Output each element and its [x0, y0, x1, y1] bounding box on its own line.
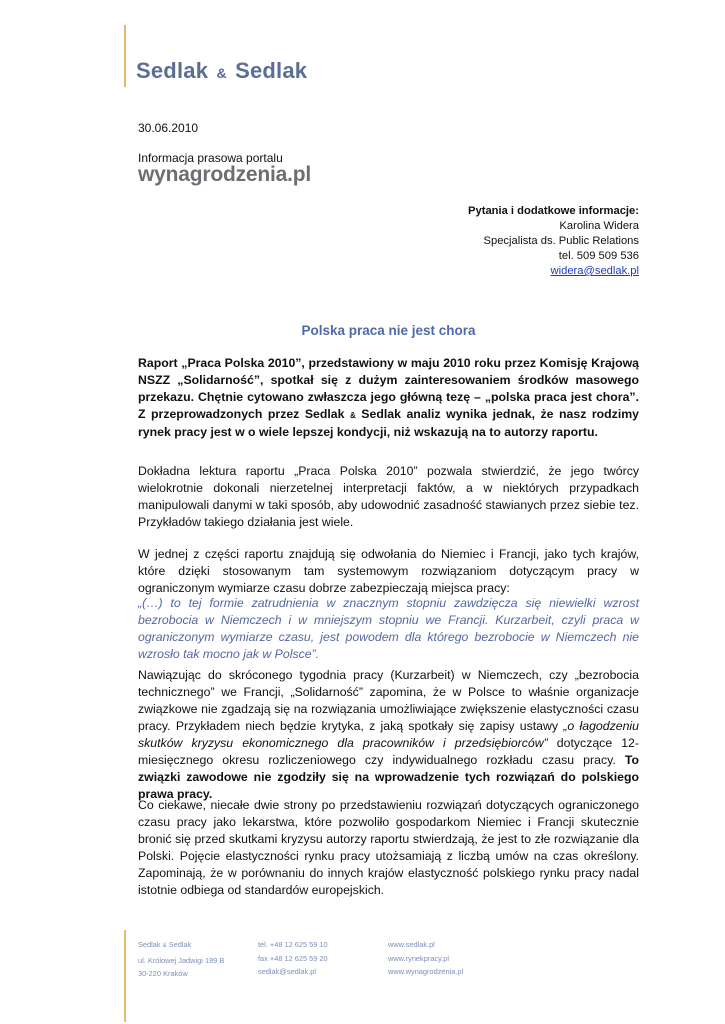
contact-phone: tel. 509 509 536	[558, 250, 639, 262]
footer-phone-column	[258, 938, 328, 979]
footer-company-right: Sedlak	[168, 940, 192, 949]
footer-accent-line	[124, 930, 126, 1022]
lead-text-part2: Sedlak analiz wynika jednak, że nasz rodzimy rynek pracy jest w o wiele lepszej kondycji, niż wskazują na to autorzy raportu.	[138, 407, 640, 439]
p4-italic-act-title: „o łagodzeniu skutków kryzysu ekonomicznego dla pracowników i przedsiębiorców”	[138, 719, 639, 750]
footer-street: ul. Królowej Jadwigi 189 B	[138, 955, 225, 965]
logo-word-left: Sedlak	[136, 58, 209, 83]
contact-block	[468, 204, 639, 279]
contact-role: Specjalista ds. Public Relations	[483, 235, 639, 247]
press-info-label: Informacja prasowa portalu	[138, 151, 283, 165]
footer-address-column	[138, 938, 224, 981]
paragraph-4	[138, 667, 639, 803]
logo-ampersand: &	[216, 65, 227, 81]
footer-web-column	[388, 938, 463, 979]
portal-logo: wynagrodzenia.pl	[138, 163, 311, 186]
lead-text-part1: Raport „Praca Polska 2010”, przedstawiony w maju 2010 roku przez Komisję Krajową NSZZ „Solidarność”, spotkał się z dużym zainteresowaniem środków masowego przekazu. Chętnie cytowano zwłaszcza jego główną tezę – „polska praca jest chora”. Z przeprowadzonych przez Sedlak	[138, 356, 639, 421]
company-logo	[136, 58, 307, 84]
article-title: Polska praca nie jest chora	[301, 323, 476, 338]
footer-company	[138, 938, 224, 954]
footer-email[interactable]: sedlak@sedlak.pl	[258, 967, 317, 976]
p4-bold-conclusion: To związki zawodowe nie zgodziły się na wprowadzenie tych rozwiązań do polskiego prawa pracy.	[138, 753, 639, 801]
footer-fax: fax +48 12 625 59 20	[258, 953, 328, 963]
lead-paragraph	[138, 355, 639, 441]
document-date: 30.06.2010	[138, 121, 199, 135]
logo-word-right: Sedlak	[235, 58, 308, 83]
p4-text-part1: Nawiązując do skróconego tygodnia pracy (Kurzarbeit) w Niemczech, czy „bezrobocia technicznego” we Francji, „Solidarność” zapomina, że w Polsce to właśnie organizacje związkowe nie zgadzają się na rozwiązania umożliwiające zwiększenie elastyczności czasu pracy. Przykładem niech będzie krytyka, z jaką spotkały się zapisy ustawy	[138, 668, 639, 733]
contact-email-link[interactable]: widera@sedlak.pl	[550, 265, 639, 277]
footer-city: 30-220 Kraków	[138, 969, 188, 978]
contact-heading: Pytania i dodatkowe informacje:	[468, 205, 639, 217]
p4-text-part2: dotyczące 12-miesięcznego okresu rozliczeniowego czy indywidualnego rozkładu czasu pracy.	[138, 736, 639, 767]
paragraph-2: Dokładna lektura raportu „Praca Polska 2010” pozwala stwierdzić, że jego twórcy wielokrotnie dokonali nierzetelnej interpretacji faktów, a w niektórych przypadkach manipulowali danymi w taki sposób, aby udowodnić zasadność stawianych przez siebie tez. Przykładów takiego działania jest wiele.	[138, 464, 639, 529]
quote-paragraph: „(…) to tej formie zatrudnienia w znacznym stopniu zawdzięcza się niewielki wzrost bezrobocia w Niemczech i w mniejszym stopniu we Francji. Kurzarbeit, czyli praca w ograniczonym wymiarze czasu, jest powodem dla którego bezrobocie w Niemczech nie wzrosło tak mocno jak w Polsce”.	[138, 596, 639, 661]
lead-ampersand: &	[350, 411, 356, 420]
footer-web-rynekpracy[interactable]: www.rynekpracy.pl	[388, 953, 450, 963]
footer-web-wynagrodzenia[interactable]: www.wynagrodzenia.pl	[388, 967, 464, 976]
footer-company-amp: &	[162, 943, 167, 949]
footer-web-sedlak[interactable]: www.sedlak.pl	[388, 940, 435, 949]
header-accent-line	[124, 25, 126, 87]
paragraph-5: Co ciekawe, niecałe dwie strony po przedstawieniu rozwiązań dotyczących ograniczonego czasu pracy jako lekarstwa, które pozwoliło gospodarkom Niemiec i Francji skutecznie bronić się przed skutkami kryzysu autorzy raportu stwierdzają, że jest to złe rozwiązanie dla Polski. Pojęcie elastyczności rynku pracy utożsamiają z liczbą umów na czas określony. Zapominają, że w porównaniu do innych krajów elastyczność polskiego rynku pracy nadal istotnie odbiega od standardów europejskich.	[138, 798, 639, 897]
footer-company-left: Sedlak	[138, 940, 161, 949]
footer-tel: tel. +48 12 625 59 10	[258, 940, 328, 949]
contact-name: Karolina Widera	[559, 220, 639, 232]
paragraph-3: W jednej z części raportu znajdują się odwołania do Niemiec i Francji, jako tych krajów, które dzięki stosowanym tam systemowym rozwiązaniom dotyczącym pracy w ograniczonym wymiarze czasu dobrze zabezpieczają miejsca pracy:	[138, 547, 639, 595]
